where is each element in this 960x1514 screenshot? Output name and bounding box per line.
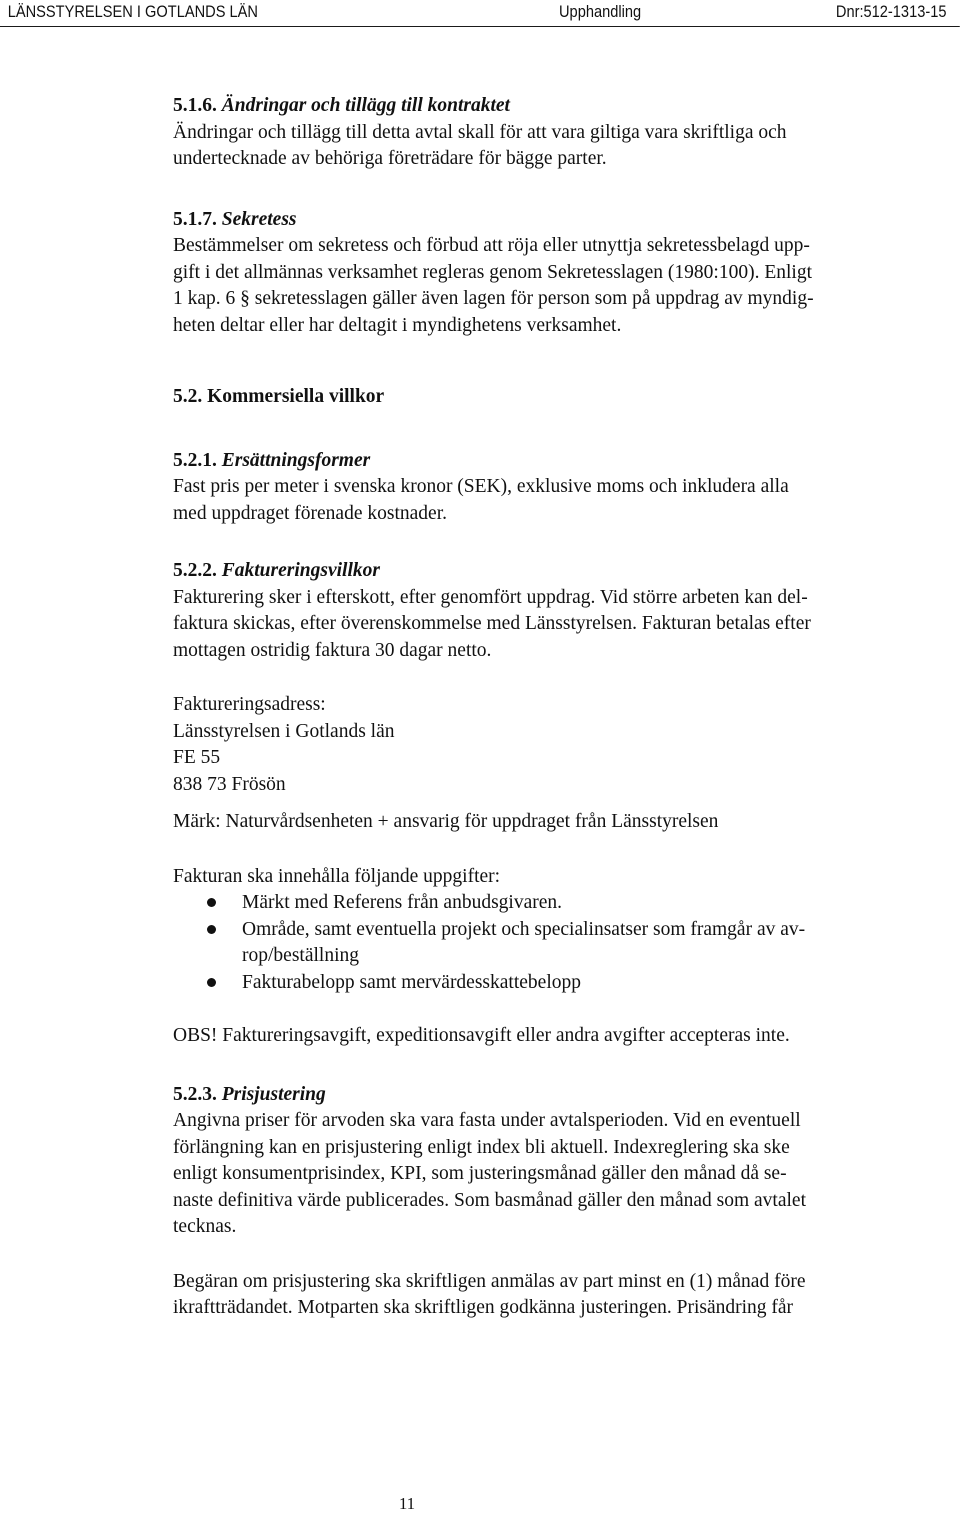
section-5-2-3-line: Begäran om prisjustering ska skriftligen anmälas av part minst en (1) månad före <box>173 1270 806 1292</box>
section-5-1-7-line: 1 kap. 6 § sekretesslagen gäller även lagen för person som på uppdrag av myndig- <box>173 288 814 309</box>
section-5-2-2-line: faktura skickas, efter överenskommelse med Länsstyrelsen. Fakturan betalas efter <box>173 613 811 634</box>
section-5-2-2-line: Fakturering sker i efterskott, efter genomfört uppdrag. Vid större arbeten kan del- <box>173 586 808 608</box>
section-5-2-3-line: naste definitiva värde publicerades. Som basmånad gäller den månad som avtalet <box>173 1189 806 1211</box>
section-5-1-6-line: undertecknade av behöriga företrädare för bägge parter. <box>173 148 607 169</box>
billing-mark: Märk: Naturvårdsenheten + ansvarig för uppdraget från Länsstyrelsen <box>173 811 719 832</box>
section-5-2-3-line: ikraftträdandet. Motparten ska skriftligen godkänna justeringen. Prisändring får <box>173 1297 794 1318</box>
section-5-1-7-line: gift i det allmännas verksamhet regleras genom Sekretesslagen (1980:100). Enligt <box>173 261 812 283</box>
invoice-requirements-intro: Fakturan ska innehålla följande uppgifter: <box>173 865 501 887</box>
section-5-2-1-line: Fast pris per meter i svenska kronor (SEK), exklusive moms och inkludera alla <box>173 476 789 497</box>
page-header <box>0 0 960 27</box>
list-item: Märkt med Referens från anbudsgivaren. <box>173 890 913 917</box>
billing-address-label: Faktureringsadress: <box>173 694 326 715</box>
section-5-1-7-heading: 5.1.7. Sekretess <box>173 208 297 230</box>
header-organization: LÄNSSTYRELSEN I GOTLANDS LÄN <box>7 2 258 21</box>
billing-address-line: 838 73 Frösön <box>173 773 286 795</box>
section-5-2-3-heading: 5.2.3. Prisjustering <box>173 1083 326 1105</box>
billing-address-line: Länsstyrelsen i Gotlands län <box>173 720 395 742</box>
page-number: 11 <box>398 1494 416 1513</box>
section-5-1-6-line: Ändringar och tillägg till detta avtal skall för att vara giltiga vara skriftliga och <box>173 121 787 143</box>
bullet-icon <box>207 925 216 934</box>
header-document-type: Upphandling <box>559 2 642 21</box>
bullet-icon <box>207 898 216 907</box>
section-5-2-heading: 5.2. Kommersiella villkor <box>173 386 385 407</box>
invoice-requirements-list <box>173 890 913 996</box>
list-item: Fakturabelopp samt mervärdesskattebelopp <box>173 970 913 997</box>
section-5-1-6-heading: 5.1.6. Ändringar och tillägg till kontraktet <box>173 95 510 116</box>
section-5-2-3-line: enligt konsumentprisindex, KPI, som justeringsmånad gäller den månad då se- <box>173 1163 787 1184</box>
section-5-2-3-line: Angivna priser för arvoden ska vara fasta under avtalsperioden. Vid en eventuell <box>173 1110 801 1131</box>
obs-note: OBS! Faktureringsavgift, expeditionsavgift eller andra avgifter accepteras inte. <box>173 1025 790 1046</box>
section-5-2-2-line: mottagen ostridig faktura 30 dagar netto. <box>173 639 492 661</box>
bullet-icon <box>207 978 216 987</box>
list-item: Område, samt eventuella projekt och specialinsatser som framgår av av- rop/beställning <box>173 917 913 970</box>
header-reference-number: Dnr:512-1313-15 <box>835 2 947 21</box>
section-5-2-1-line: med uppdraget förenade kostnader. <box>173 502 447 524</box>
document-body <box>173 93 913 1322</box>
billing-address-line: FE 55 <box>173 747 221 768</box>
section-5-2-2-heading: 5.2.2. Faktureringsvillkor <box>173 560 380 581</box>
section-5-2-3-line: tecknas. <box>173 1216 237 1237</box>
section-5-2-1-heading: 5.2.1. Ersättningsformer <box>173 449 371 471</box>
section-5-1-7-line: heten deltar eller har deltagit i myndighetens verksamhet. <box>173 314 622 336</box>
section-5-1-7-line: Bestämmelser om sekretess och förbud att röja eller utnyttja sekretessbelagd upp- <box>173 235 810 256</box>
section-5-2-3-line: förlängning kan en prisjustering enligt index bli aktuell. Indexreglering ska ske <box>173 1136 790 1158</box>
